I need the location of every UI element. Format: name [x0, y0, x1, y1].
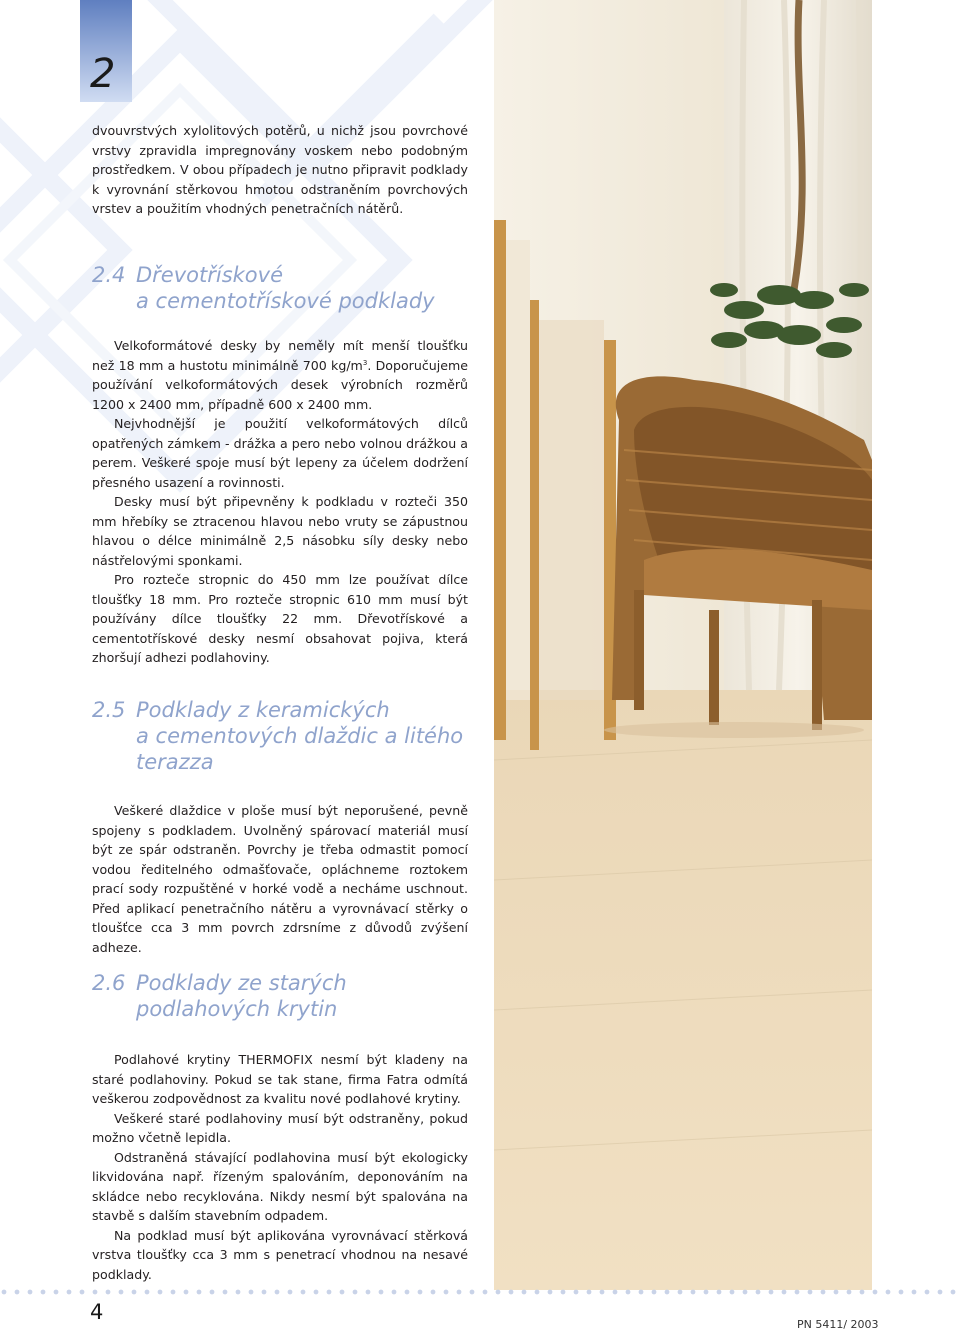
footer-dot: [236, 1290, 241, 1295]
footer-dot: [288, 1290, 293, 1295]
section-2-6-title-line2: podlahových krytin: [136, 997, 338, 1021]
footer-dot: [431, 1290, 436, 1295]
footer-dot: [457, 1290, 462, 1295]
section-2-4: [92, 262, 468, 668]
section-2-6-paragraph-2: Veškeré staré podlahoviny musí být odstraněny, pokud možno včetně lepidla.: [92, 1110, 468, 1145]
footer-dot: [379, 1290, 384, 1295]
footer-dot: [366, 1290, 371, 1295]
footer-dot: [834, 1290, 839, 1295]
footer-dot: [665, 1290, 670, 1295]
footer-dot: [873, 1290, 878, 1295]
section-2-4-paragraph-3: Desky musí být připevněny k podkladu v rozteči 350 mm hřebíky se ztracenou hlavou nebo vruty se zápustnou hlavou o délce minimálně 2,5 násobku síly desky nebo nástřelovými sponkami.: [92, 494, 468, 568]
footer-dot: [899, 1290, 904, 1295]
footer-dot: [626, 1290, 631, 1295]
footer-dot: [223, 1290, 228, 1295]
footer-dot: [613, 1290, 618, 1295]
section-2-4-title-line1: Dřevotřískové: [136, 263, 283, 287]
footer-dot: [327, 1290, 332, 1295]
footer-dot: [756, 1290, 761, 1295]
footer-dot: [509, 1290, 514, 1295]
footer-dot: [314, 1290, 319, 1295]
footer-dot: [925, 1290, 930, 1295]
intro-paragraph: dvouvrstvých xylolitových potěrů, u nichž jsou povrchové vrstvy zpravidla impregnovány voskem nebo podobným prostředkem. V obou případech je nutno připravit podklady k vyrovnání stěrkovou hmotou odstraněním povrchových vrstev a použitím vhodných penetračních nátěrů.: [92, 123, 468, 216]
footer-dot: [938, 1290, 943, 1295]
section-2-6: [92, 970, 468, 1284]
footer-dot: [782, 1290, 787, 1295]
footer-dot: [197, 1290, 202, 1295]
footer-dot: [392, 1290, 397, 1295]
footer-dot: [912, 1290, 917, 1295]
footer-dot: [821, 1290, 826, 1295]
page-number: 4: [90, 1300, 104, 1324]
footer-dot: [561, 1290, 566, 1295]
footer-dot: [80, 1290, 85, 1295]
footer-dot: [262, 1290, 267, 1295]
section-2-6-number: 2.6: [92, 971, 126, 995]
section-2-5-number: 2.5: [92, 698, 126, 722]
footer-dot: [15, 1290, 20, 1295]
footer-dot: [704, 1290, 709, 1295]
footer-dot: [951, 1290, 956, 1295]
footer-dot: [106, 1290, 111, 1295]
footer-dot: [340, 1290, 345, 1295]
footer-dot: [132, 1290, 137, 1295]
section-2-6-paragraph-4: Na podklad musí být aplikována vyrovnávací stěrková vrstva tloušťky cca 3 mm s penetrací vhodnou na nesavé podklady.: [92, 1227, 468, 1282]
section-2-4-heading: [92, 262, 468, 314]
footer-dot: [158, 1290, 163, 1295]
footer-dot: [600, 1290, 605, 1295]
section-2-4-number: 2.4: [92, 263, 126, 287]
footer-dot: [249, 1290, 254, 1295]
footer-dot: [886, 1290, 891, 1295]
footer-dot: [171, 1290, 176, 1295]
footer-dot: [41, 1290, 46, 1295]
footer-dot: [301, 1290, 306, 1295]
footer-dot: [28, 1290, 33, 1295]
section-2-4-title-line2: a cementotřískové podklady: [136, 289, 435, 313]
section-2-5: [92, 697, 468, 957]
footer-dot: [860, 1290, 865, 1295]
document-code: PN 5411/ 2003: [797, 1318, 879, 1331]
footer-dot: [769, 1290, 774, 1295]
footer-dot: [574, 1290, 579, 1295]
footer-dot: [535, 1290, 540, 1295]
footer-dot: [418, 1290, 423, 1295]
footer-dot: [691, 1290, 696, 1295]
footer-dotted-rule: [0, 1288, 960, 1296]
chapter-tab: [80, 0, 132, 102]
chapter-number: 2: [90, 51, 116, 97]
footer-dot: [119, 1290, 124, 1295]
footer-dot: [405, 1290, 410, 1295]
footer-dot: [730, 1290, 735, 1295]
footer-dot: [67, 1290, 72, 1295]
footer-dot: [847, 1290, 852, 1295]
footer-dot: [444, 1290, 449, 1295]
footer-dot: [548, 1290, 553, 1295]
footer-dot: [2, 1290, 7, 1295]
footer-dot: [639, 1290, 644, 1295]
footer-dot: [93, 1290, 98, 1295]
intro-block: [92, 121, 468, 219]
footer-dot: [808, 1290, 813, 1295]
footer-dot: [353, 1290, 358, 1295]
section-2-4-p1-superscript: 3: [362, 358, 368, 367]
section-2-4-p1-text-end: . Doporučujeme používání velkoformátových desek výrobních rozměrů 1200 x 2400 mm, případně 600 x 2400 mm.: [92, 357, 469, 412]
footer-dot: [795, 1290, 800, 1295]
section-2-6-title-line1: Podklady ze starých: [136, 971, 347, 995]
footer-dot: [652, 1290, 657, 1295]
footer-dot: [483, 1290, 488, 1295]
footer-dot: [522, 1290, 527, 1295]
footer-dot: [717, 1290, 722, 1295]
footer-dot: [275, 1290, 280, 1295]
footer-dot: [743, 1290, 748, 1295]
footer-dot: [678, 1290, 683, 1295]
section-2-4-p1-text: Velkoformátové desky by neměly mít menší tloušťku než 18 mm a hustotu minimálně 700 kg/m: [92, 338, 468, 373]
footer-dot: [184, 1290, 189, 1295]
section-2-6-paragraph-1: Podlahové krytiny THERMOFIX nesmí být kladeny na staré podlahoviny. Pokud se tak stane, firma Fatra odmítá veškerou zodpovědnost za kvalitu nové podlahové krytiny.: [92, 1052, 468, 1106]
section-2-4-paragraph-4: Pro rozteče stropnic do 450 mm lze používat dílce tloušťky 18 mm. Pro rozteče stropnic 610 mm musí být používány dílce tloušťky 22 mm. Dřevotřískové a cementotřískové desky nesmí obsahovat pojiva, která zhoršují adhezi podlahoviny.: [92, 572, 468, 665]
footer-dot: [587, 1290, 592, 1295]
section-2-4-paragraph-1: [92, 336, 468, 414]
section-2-5-title-line3: terazza: [136, 750, 214, 774]
section-2-6-paragraph-3: Odstraněná stávající podlahovina musí být ekologicky likvidována např. řízeným spalováním, deponováním na skládce nebo recyklována. Nikdy nesmí být spalována na stavbě s dalším stavebním odpadem.: [92, 1149, 468, 1223]
section-2-6-heading: [92, 970, 468, 1022]
section-2-5-title-line2: a cementových dlaždic a litého: [136, 724, 464, 748]
wicker-chair-photo: [494, 0, 872, 1290]
section-2-5-heading: [92, 697, 468, 775]
section-2-5-paragraph-1: Veškeré dlaždice v ploše musí být neporušené, pevně spojeny s podkladem. Uvolněný spárovací materiál musí být ze spár odstraněn. Povrchy je třeba odmastit pomocí vodou ředitelného odmašťovače, opláchneme roztokem prací sody rozpuštěné v horké vodě a necháme uschnout. Před aplikací penetračního nátěru a vyrovnávací stěrky o tloušťce cca 3 mm povrch zdrsníme z důvodů zvýšení adheze.: [92, 803, 468, 955]
footer-dot: [496, 1290, 501, 1295]
footer-dot: [210, 1290, 215, 1295]
footer-dot: [470, 1290, 475, 1295]
section-2-4-paragraph-2: Nejvhodnější je použití velkoformátových dílců opatřených zámkem - drážka a pero nebo volnou drážkou a perem. Veškeré spoje musí být lepeny za účelem dodržení přesného usazení a rovinnosti.: [92, 416, 468, 490]
section-2-5-title-line1: Podklady z keramických: [136, 698, 390, 722]
footer-dot: [145, 1290, 150, 1295]
footer-dot: [54, 1290, 59, 1295]
